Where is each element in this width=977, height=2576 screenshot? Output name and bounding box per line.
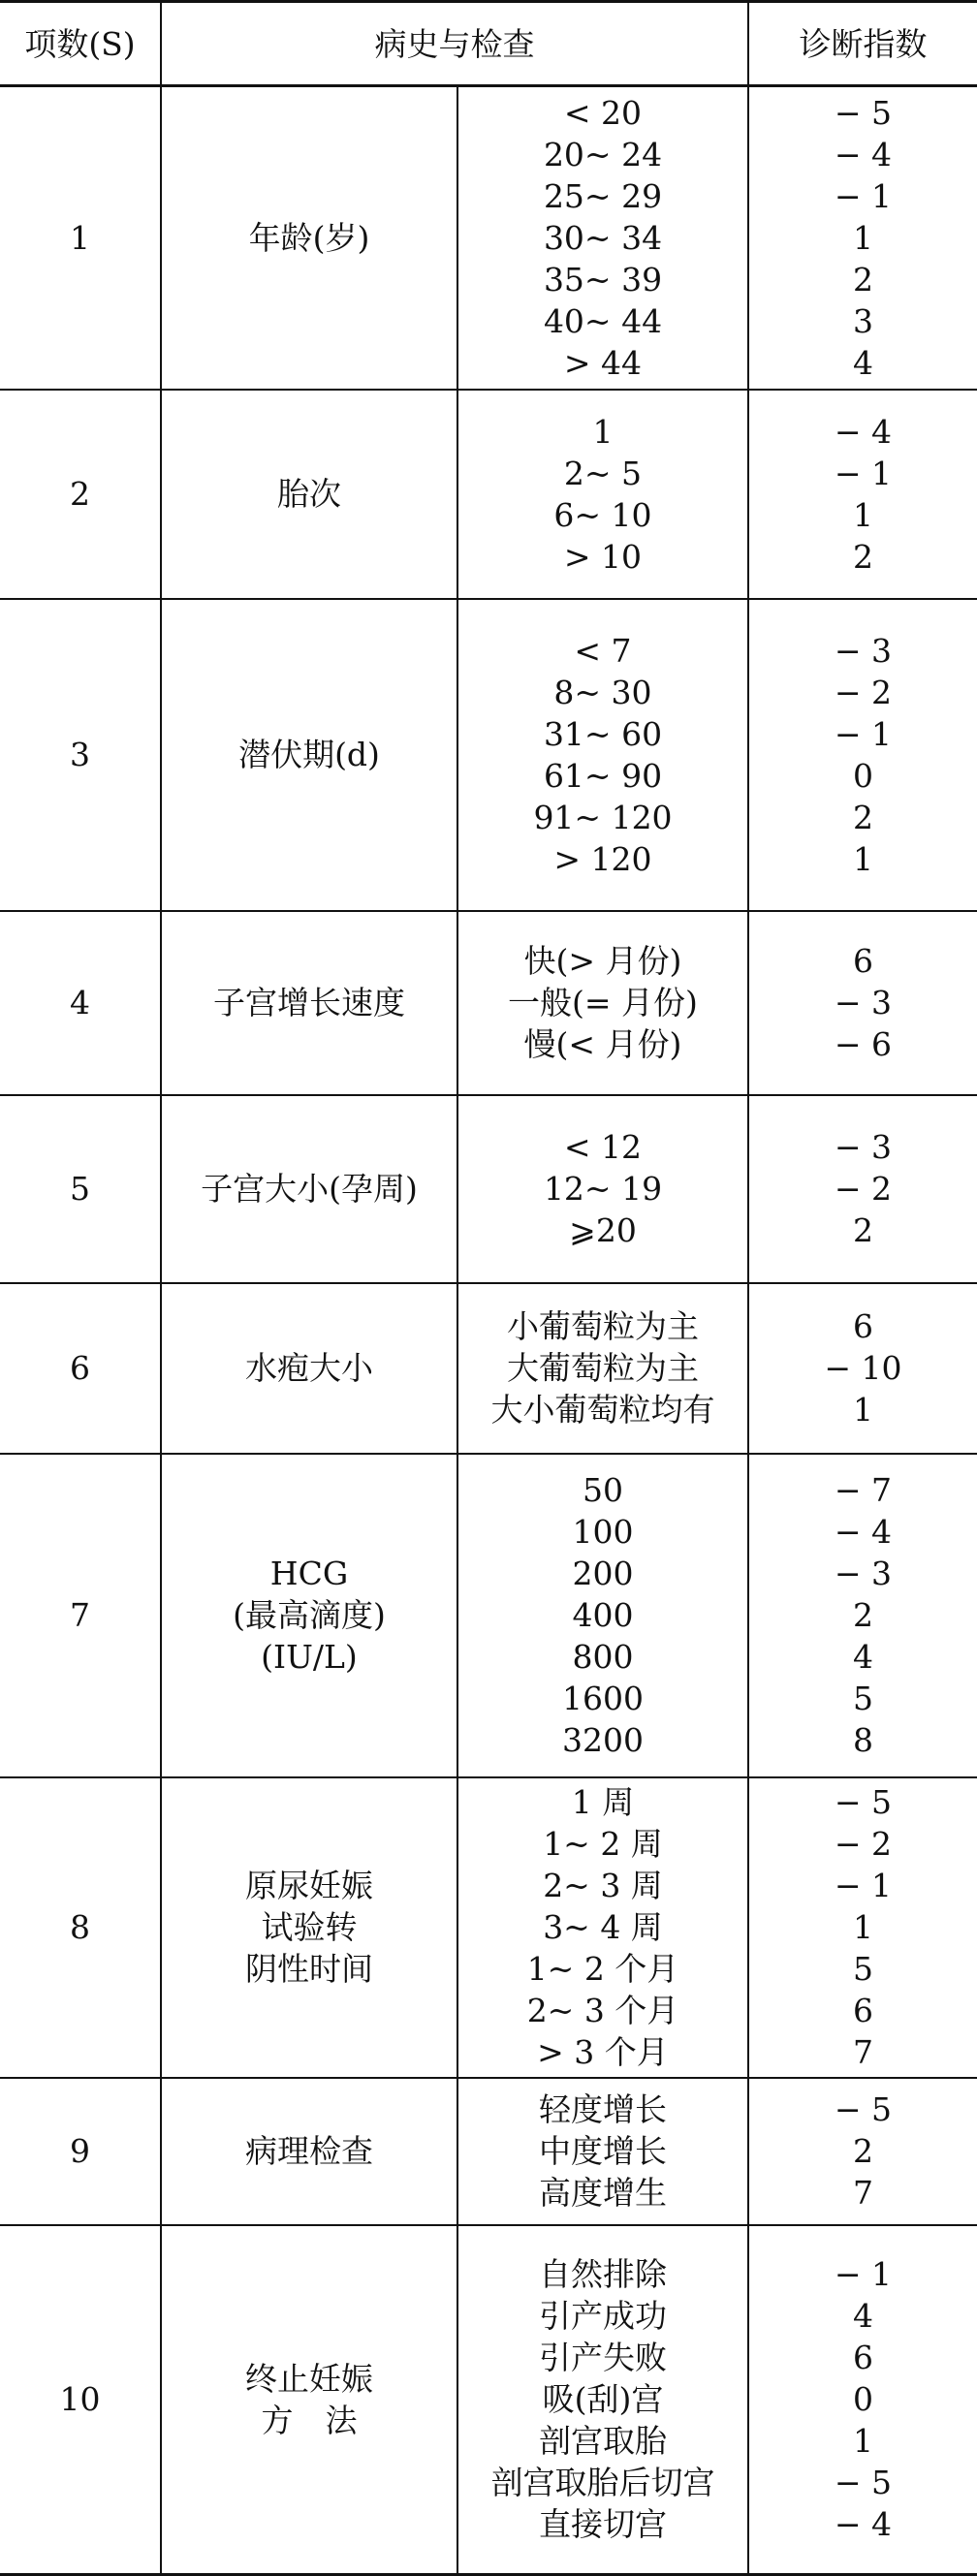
table-row (0, 2078, 977, 2225)
option-value: < 20 (563, 93, 643, 132)
option-value: 400 (572, 1596, 634, 1634)
score-value: 2 (853, 2132, 873, 2170)
row-index: 3 (0, 599, 161, 911)
score-value: − 4 (834, 2505, 893, 2544)
score-value: 1 (853, 1908, 873, 1946)
score-value: 1 (853, 495, 873, 534)
item-name-line: 子宫大小(孕周) (201, 1170, 418, 1208)
option-value: 1~ 2 周 (543, 1825, 663, 1863)
option-value: 慢(< 月份) (523, 1025, 682, 1063)
row-options (457, 1095, 748, 1283)
row-index: 9 (0, 2078, 161, 2225)
row-options (457, 2078, 748, 2225)
row-scores (748, 1777, 977, 2078)
score-value: − 5 (834, 2090, 893, 2128)
item-name-line: 阴性时间 (245, 1950, 373, 1988)
header-index: 项数(S) (0, 2, 161, 86)
row-item-name (161, 2078, 457, 2225)
score-value: − 7 (834, 1471, 893, 1509)
score-value: 3 (853, 301, 873, 340)
row-item-name (161, 911, 457, 1095)
score-value: 1 (853, 839, 873, 878)
row-item-name (161, 390, 457, 599)
score-value: 1 (853, 218, 873, 257)
row-options (457, 2225, 748, 2575)
option-value: 大葡萄粒为主 (507, 1349, 699, 1387)
row-item-name (161, 1283, 457, 1454)
item-name-line: 胎次 (277, 475, 341, 513)
option-value: 剖宫取胎 (539, 2422, 667, 2461)
option-value: 35~ 39 (543, 260, 663, 298)
table-row (0, 1777, 977, 2078)
score-value: − 1 (834, 1867, 893, 1904)
option-value: 50 (583, 1471, 623, 1509)
option-value: > 44 (563, 343, 643, 382)
table-row (0, 1454, 977, 1777)
score-value: − 5 (834, 93, 893, 132)
row-index: 1 (0, 86, 161, 390)
score-value: − 3 (834, 1128, 893, 1166)
option-value: 引产失败 (539, 2339, 667, 2377)
header-score: 诊断指数 (748, 2, 977, 86)
option-value: 3~ 4 周 (543, 1908, 663, 1946)
score-value: 5 (853, 1950, 873, 1988)
option-value: > 3 个月 (537, 2033, 669, 2071)
row-scores (748, 2078, 977, 2225)
score-value: − 4 (834, 1513, 893, 1551)
option-value: 直接切宫 (539, 2505, 667, 2544)
option-value: 2~ 5 (563, 454, 643, 492)
option-value: 2~ 3 周 (543, 1867, 663, 1904)
score-value: − 1 (834, 454, 893, 492)
row-options (457, 86, 748, 390)
score-value: − 5 (834, 2464, 893, 2502)
table-row (0, 86, 977, 390)
score-value: 6 (853, 2339, 873, 2377)
table-row (0, 2225, 977, 2575)
option-value: 自然排除 (539, 2255, 667, 2294)
option-value: 3200 (562, 1721, 644, 1759)
score-value: 6 (853, 1307, 873, 1345)
row-scores (748, 86, 977, 390)
row-scores (748, 1095, 977, 1283)
row-item-name (161, 1095, 457, 1283)
score-value: 2 (853, 1211, 873, 1249)
row-scores (748, 599, 977, 911)
option-value: 吸(刮)宫 (542, 2380, 664, 2419)
score-value: − 3 (834, 631, 893, 670)
score-value: 6 (853, 1992, 873, 2029)
score-value: 2 (853, 798, 873, 836)
row-index: 10 (0, 2225, 161, 2575)
item-name-line: (最高滴度) (233, 1596, 386, 1634)
row-item-name (161, 1454, 457, 1777)
row-options (457, 599, 748, 911)
option-value: 40~ 44 (543, 301, 663, 340)
item-name-line: 水疱大小 (245, 1349, 373, 1387)
score-value: − 10 (824, 1349, 902, 1387)
option-value: > 120 (553, 839, 652, 878)
row-scores (748, 2225, 977, 2575)
item-name-line: 子宫增长速度 (213, 984, 405, 1021)
item-name-line: 试验转 (261, 1908, 358, 1946)
score-value: − 2 (834, 673, 893, 711)
option-value: 25~ 29 (543, 176, 663, 215)
score-value: 2 (853, 260, 873, 298)
option-value: 20~ 24 (543, 135, 663, 173)
score-value: 0 (853, 756, 873, 795)
option-value: 大小葡萄粒均有 (490, 1391, 715, 1429)
score-value: 1 (853, 1391, 873, 1429)
score-value: − 5 (834, 1783, 893, 1821)
row-index: 8 (0, 1777, 161, 2078)
item-name-line: 潜伏期(d) (238, 736, 380, 773)
score-value: 5 (853, 1680, 873, 1717)
row-item-name (161, 599, 457, 911)
header-history: 病史与检查 (161, 2, 748, 86)
option-value: ⩾20 (569, 1211, 637, 1249)
option-value: 30~ 34 (543, 218, 663, 257)
item-name-line: 病理检查 (245, 2132, 373, 2170)
option-value: 1 周 (571, 1783, 635, 1821)
score-value: − 2 (834, 1825, 893, 1863)
score-value: − 1 (834, 2255, 893, 2294)
option-value: 31~ 60 (543, 714, 663, 753)
row-scores (748, 390, 977, 599)
option-value: < 7 (574, 631, 632, 670)
row-scores (748, 911, 977, 1095)
option-value: 800 (572, 1638, 634, 1676)
table-body (0, 86, 977, 2575)
row-options (457, 911, 748, 1095)
row-index: 6 (0, 1283, 161, 1454)
item-name-line: HCG (269, 1555, 349, 1592)
row-options (457, 1283, 748, 1454)
score-value: 2 (853, 1596, 873, 1634)
score-value: − 4 (834, 135, 893, 173)
row-options (457, 1454, 748, 1777)
row-index: 5 (0, 1095, 161, 1283)
score-value: 8 (853, 1721, 873, 1759)
option-value: 6~ 10 (553, 495, 652, 534)
option-value: 1 (592, 412, 614, 451)
score-value: 4 (853, 2297, 873, 2336)
option-value: 61~ 90 (543, 756, 663, 795)
option-value: 12~ 19 (543, 1170, 663, 1208)
score-value: 4 (853, 1638, 873, 1676)
row-index: 2 (0, 390, 161, 599)
score-value: 2 (853, 537, 873, 576)
option-value: 快(> 月份) (523, 942, 682, 980)
score-value: − 3 (834, 1555, 893, 1592)
row-options (457, 1777, 748, 2078)
option-value: 中度增长 (539, 2132, 667, 2170)
item-name-line: (IU/L) (261, 1638, 358, 1676)
option-value: 200 (572, 1555, 634, 1592)
row-item-name (161, 2225, 457, 2575)
option-value: 1~ 2 个月 (526, 1950, 679, 1988)
row-item-name (161, 1777, 457, 2078)
option-value: 91~ 120 (533, 798, 673, 836)
option-value: 一般(= 月份) (508, 984, 698, 1021)
option-value: 引产成功 (539, 2297, 667, 2336)
score-value: − 1 (834, 714, 893, 753)
table-row (0, 390, 977, 599)
option-value: 8~ 30 (553, 673, 652, 711)
score-value: − 6 (834, 1025, 893, 1063)
score-value: 1 (853, 2422, 873, 2461)
row-item-name (161, 86, 457, 390)
option-value: 小葡萄粒为主 (507, 1307, 699, 1345)
item-name-line: 年龄(岁) (248, 218, 370, 257)
row-index: 4 (0, 911, 161, 1095)
header-row (0, 2, 977, 86)
option-value: 剖宫取胎后切宫 (490, 2464, 715, 2502)
row-scores (748, 1283, 977, 1454)
score-value: − 4 (834, 412, 893, 451)
table-row (0, 1283, 977, 1454)
score-value: − 2 (834, 1170, 893, 1208)
row-index: 7 (0, 1454, 161, 1777)
score-value: 7 (853, 2033, 873, 2071)
row-scores (748, 1454, 977, 1777)
option-value: < 12 (563, 1128, 643, 1166)
option-value: 1600 (562, 1680, 644, 1717)
row-options (457, 390, 748, 599)
table-row (0, 599, 977, 911)
item-name-line: 原尿妊娠 (245, 1867, 373, 1904)
score-value: 7 (853, 2174, 873, 2212)
score-value: 4 (853, 343, 873, 382)
score-value: − 1 (834, 176, 893, 215)
score-value: 6 (853, 942, 873, 980)
option-value: 2~ 3 个月 (526, 1992, 679, 2029)
option-value: 100 (572, 1513, 634, 1551)
option-value: 轻度增长 (539, 2090, 667, 2128)
item-name-line: 方 法 (261, 2401, 358, 2439)
option-value: > 10 (563, 537, 643, 576)
table-row (0, 911, 977, 1095)
option-value: 高度增生 (539, 2174, 667, 2212)
item-name-line: 终止妊娠 (245, 2359, 373, 2398)
table-row (0, 1095, 977, 1283)
score-value: − 3 (834, 984, 893, 1021)
score-value: 0 (853, 2380, 873, 2419)
